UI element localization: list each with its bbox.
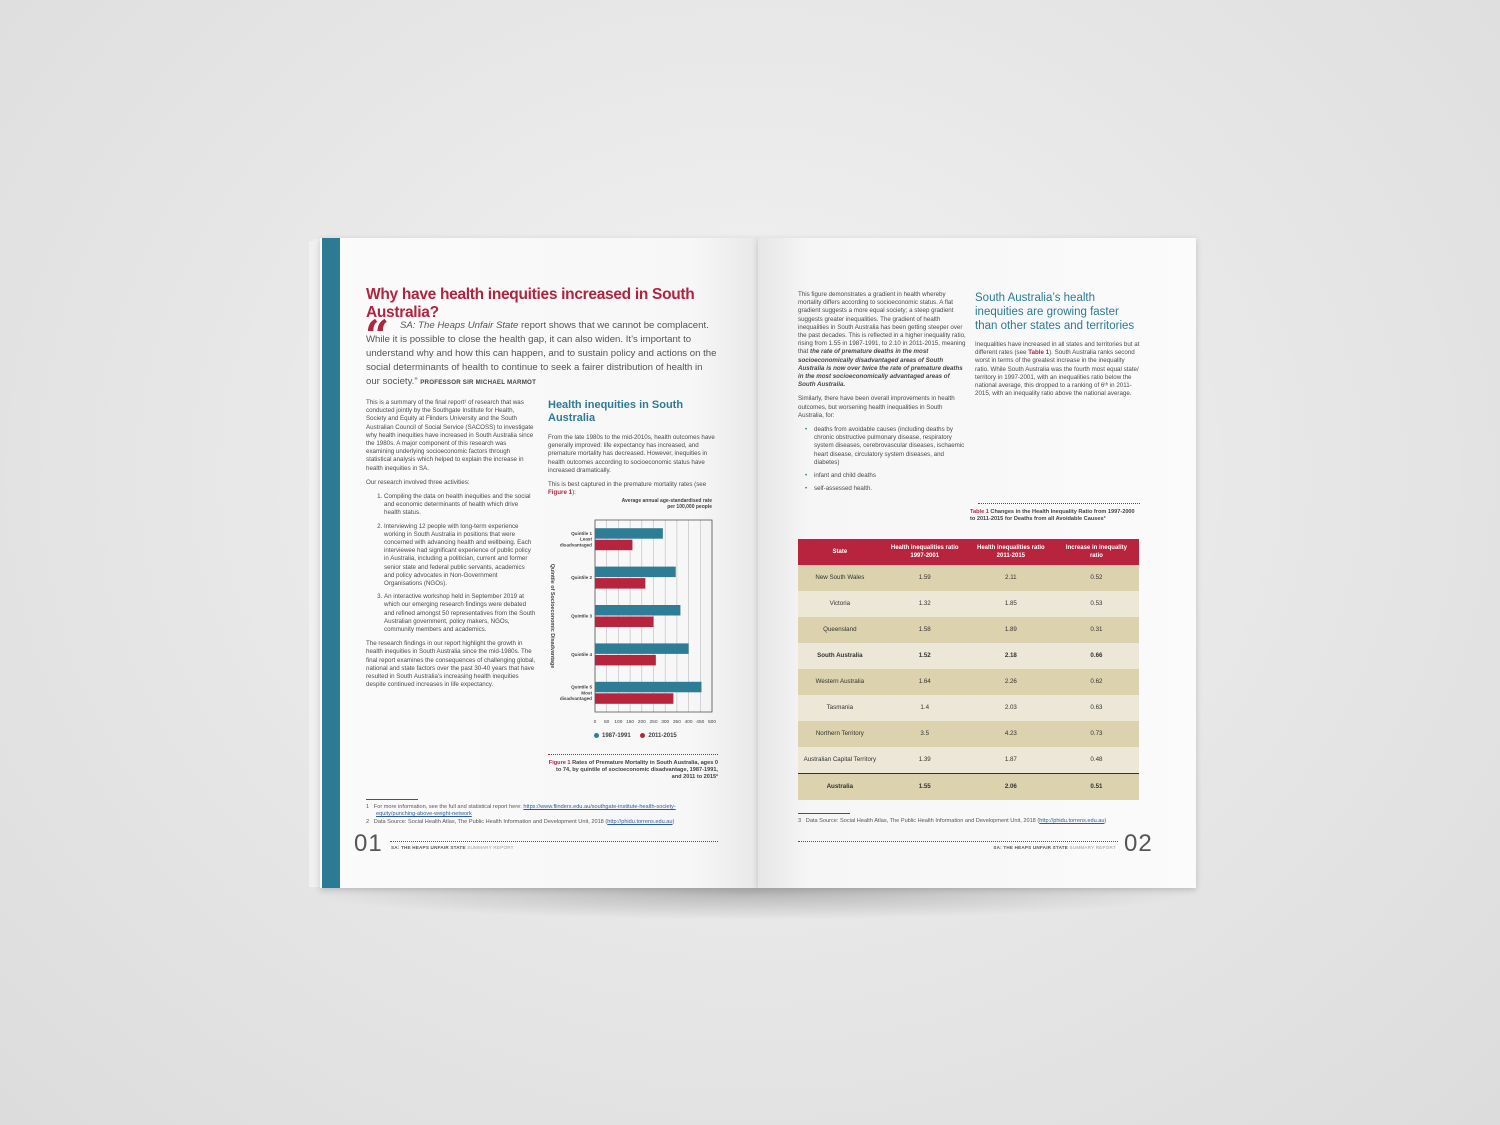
footnote-link[interactable]: https://www.flinders.edu.au/southgate-institute-health-society-equity/punching-above-weight-network [376,804,676,817]
page-title: Why have health inequities increased in South Australia? [366,286,695,321]
runner-title: SA: THE HEAPS UNFAIR STATE [391,845,466,850]
bar-1987-1991-q5 [595,682,701,693]
bar-2011-2015-q5 [595,693,673,704]
value-cell: 0.66 [1054,643,1139,669]
category-label: Quintile 4 [571,651,592,657]
state-cell: Australian Capital Territory [798,747,882,774]
left-column-1 [366,399,536,696]
x-tick-label: 0 [593,720,597,725]
right-column-2 [975,291,1140,404]
page-number-right: 02 [1124,830,1153,857]
footer-rule-left [390,841,718,842]
state-cell: Australia [798,774,882,801]
value-cell: 1.39 [882,747,968,774]
figure-caption-text: Rates of Premature Mortality in South Australia, ages 0 to 74, by quintile of socioeconomic disadvantage, 1987-1991, and 2011 to 2015² [556,760,718,781]
page-number-left: 01 [354,830,383,857]
table-caption-text: Changes in the Health Inequality Ratio from 1997-2000 to 2011-2015 for Deaths from all Avoidable Causes³ [970,509,1135,523]
legend-label-2011: 2011-2015 [648,733,677,740]
footnote-link[interactable]: http://phidu.torrens.edu.au [607,819,673,825]
quote-text: report shows that we cannot be complacent. While it is possible to close the health gap, it can also widen. It’s important to understand why and how this can happen, and to sustain policy and actions on the social determinants of health to continue to seek a fairer distribution of health in our society.” [366,320,717,387]
category-label: Quintile 5 [571,684,592,690]
column-header: Health inequalities ratio 1997-2001 [882,539,968,565]
column-header: State [798,539,882,565]
y-axis-label: Quintile of Socioeconomic Disadvantage [549,563,555,669]
quote-report-title: SA: The Heaps Unfair State [400,320,519,331]
x-tick-label: 50 [604,720,610,725]
runner-subtitle: SUMMARY REPORT [467,845,514,850]
value-cell: 2.11 [968,565,1054,591]
quote-mark-icon: “ [365,311,390,360]
activities-list [366,493,536,634]
activity-item: 1. Compiling the data on health inequities and the social and economic determinants of health which drive health status. [384,493,536,518]
state-cell: South Australia [798,643,882,669]
value-cell: 2.06 [968,774,1054,801]
outcomes-list [798,426,966,493]
x-tick-label: 300 [661,720,670,725]
table-header-row [798,539,1139,565]
figure-divider [548,754,718,755]
bar-1987-1991-q1 [595,528,663,539]
gradient-paragraph [798,291,966,389]
footnote-2 [366,819,716,826]
bar-1987-1991-q4 [595,643,689,654]
footnote-3 [798,818,1148,825]
inequality-table [798,539,1139,800]
table-row [798,617,1139,643]
value-cell: 0.51 [1054,774,1139,801]
outcome-item: • infant and child deaths [814,472,966,480]
premature-mortality-chart [545,512,725,730]
value-cell: 1.4 [882,695,968,721]
footnote-1 [366,804,716,818]
value-cell: 1.89 [968,617,1054,643]
bar-2011-2015-q3 [595,617,654,628]
chart-title: Average annual age-standardised rate per 100,000 people [621,498,712,510]
footnote-link[interactable]: http://phidu.torrens.edu.au [1039,818,1105,824]
x-tick-label: 400 [684,720,693,725]
value-cell: 0.31 [1054,617,1139,643]
table-label: Table 1 [970,509,989,515]
footnote-text: Data Source: Social Health Atlas, The Public Health Information and Development Unit, 2018 ( [373,819,608,825]
column-header: Increase in inequality ratio [1054,539,1139,565]
table-row [798,565,1139,591]
category-label: Quintile 2 [571,575,592,581]
footnote-rule [798,813,850,814]
x-tick-label: 350 [672,720,681,725]
footnote-text: ) [1104,818,1107,824]
value-cell: 2.18 [968,643,1054,669]
intro-paragraph: This is a summary of the final report¹ of research that was conducted jointly by the Southgate Institute for Health, Society and Equity at Flinders University and the South Australian Council of Social Service (SACOSS) to investigate why health inequities have increased in South Australia since the 1980s. A major component of this research was examining underlying socioeconomic factors through statistical analysis which helped to explain the increase in health inequities in SA. [366,399,534,472]
text: This figure demonstrates a gradient in health whereby mortality differs according to socioeconomic status. A flat gradient suggests a more equal society; a steep gradient suggests greater inequalities. The gradient of health inequalities in South Australia has been getting steeper over the past decades. This is reflected in a higher inequality ratio, rising from 1.55 in 1987-1991, to 2.10 in 2011-2015, meaning that [798,291,966,356]
worsening-paragraph: Similarly, there have been overall improvements in health outcomes, but worsening health inequalities in South Australia, for: [798,395,955,419]
outcome-item: • deaths from avoidable causes (including deaths by chronic obstructive pulmonary disease, respiratory system diseases, cerebrovascular diseases, ischaemic heart disease, circulatory system diseases, and diabetes) [814,426,966,467]
figure-reference-paragraph [548,481,720,497]
left-column-2 [548,399,720,503]
inequalities-paragraph [975,341,1140,398]
bar-1987-1991-q2 [595,567,676,578]
bar-2011-2015-q4 [595,655,656,666]
legend-label-1987: 1987-1991 [602,733,631,740]
table-row [798,721,1139,747]
bar-1987-1991-q3 [595,605,680,616]
figure-caption [548,760,718,782]
emphasis-text: the rate of premature deaths in the most socioeconomically disadvantaged areas of South Australia is now over twice the rate of premature deaths in the most socioeconomically advantaged areas of South Australia. [798,348,963,389]
legend-swatch-2011 [640,733,645,738]
x-tick-label: 100 [614,720,623,725]
quote-attribution: PROFESSOR SIR MICHAEL MARMOT [420,379,537,386]
running-footer-left [391,845,514,850]
table-divider [978,503,1140,504]
footnotes [366,804,716,826]
value-cell: 0.63 [1054,695,1139,721]
text: ): [572,489,576,497]
running-footer-right [960,845,1116,850]
value-cell: 0.53 [1054,591,1139,617]
value-cell: 1.58 [882,617,968,643]
pull-quote [365,311,718,390]
health-outcomes-paragraph: From the late 1980s to the mid-2010s, health outcomes have generally improved: life expectancy has increased, and premature mortality has decreased. However, inequities in health outcomes according to socioeconomic status have increased dramatically. [548,434,715,474]
footnote-text: ) [672,819,675,825]
x-tick-label: 200 [637,720,646,725]
table-row [798,643,1139,669]
state-cell: Northern Territory [798,721,882,747]
activities-intro: Our research involved three activities: [366,478,470,486]
value-cell: 0.62 [1054,669,1139,695]
value-cell: 1.85 [968,591,1054,617]
footnote-num: 3 [798,818,802,824]
value-cell: 0.52 [1054,565,1139,591]
footnote-text: For more information, see the full and statistical report here: [373,804,524,810]
column-header: Health inequalities ratio 2011-2015 [968,539,1054,565]
table-row [798,591,1139,617]
value-cell: 1.64 [882,669,968,695]
category-label: Most [581,690,592,696]
text: This is best captured in the premature mortality rates (see [548,481,707,489]
activity-item: 3. An interactive workshop held in September 2019 at which our emerging research findings were debated and refined amongst 50 representatives from the South Australian government, policy makers, NGOs, community members and academics. [384,593,536,634]
activity-item: 2. Interviewing 12 people with long-term experience working in South Australia in positions that were concerned with advancing health and wellbeing. Each interviewee had significant experience of public policy in Australia, including a politician, current and former senior state and federal public servants, academics and policy advocates in Non-Government Organisations (NGOs). [384,523,536,589]
state-cell: Queensland [798,617,882,643]
value-cell: 2.26 [968,669,1054,695]
text: ). South Australia ranks second worst in terms of the greatest increase in the inequality ratio. While South Australia was the fourth most equal state/ territory in 1997-2001, with an inequalities ratio below the national average, this dropped to a ranking of 6ᵗʰ in 2011-2015, with an inequality ratio above the national average. [975,349,1139,398]
legend-swatch-1987 [594,733,599,738]
category-label: Quintile 1 [571,531,592,537]
x-tick-label: 250 [649,720,658,725]
runner-subtitle: SUMMARY REPORT [1069,845,1116,850]
section-heading: Health inequities in South Australia [548,399,684,424]
footnote-rule [366,799,418,800]
table-row [798,669,1139,695]
value-cell: 1.52 [882,643,968,669]
value-cell: 2.03 [968,695,1054,721]
state-cell: New South Wales [798,565,882,591]
value-cell: 1.59 [882,565,968,591]
table-caption [970,509,1140,523]
value-cell: 1.32 [882,591,968,617]
footnote-num: 2 [366,819,370,825]
state-cell: Victoria [798,591,882,617]
value-cell: 0.73 [1054,721,1139,747]
findings-paragraph: The research findings in our report highlight the growth in health inequities in South Australia since the mid-1980s. The final report examines the consequences of challenging global, national and state factors over the past 30-40 years that have resulted in South Australia’s increasing health inequities despite continued increases in life expectancy. [366,640,536,689]
table-row [798,774,1139,801]
footnote-num: 1 [366,804,370,810]
x-tick-label: 150 [626,720,635,725]
section-heading: South Australia’s health inequities are growing faster than other states and territories [975,292,1135,332]
category-label: Quintile 3 [571,613,592,619]
value-cell: 1.55 [882,774,968,801]
chart-legend [594,733,677,739]
table-row [798,747,1139,774]
value-cell: 1.87 [968,747,1054,774]
value-cell: 3.5 [882,721,968,747]
category-label: Least [579,536,592,542]
teal-spine-bar [322,238,340,888]
state-cell: Western Australia [798,669,882,695]
category-label: disadvantaged [559,695,592,701]
footnote-text: Data Source: Social Health Atlas, The Public Health Information and Development Unit, 2018 ( [805,818,1040,824]
category-label: disadvantaged [559,542,592,548]
right-column-1 [798,291,966,498]
bar-2011-2015-q2 [595,578,645,589]
outcome-item: • self-assessed health. [814,485,966,493]
figure-1-link[interactable]: Figure 1 [548,489,573,497]
bar-2011-2015-q1 [595,540,632,551]
state-cell: Tasmania [798,695,882,721]
value-cell: 0.48 [1054,747,1139,774]
text: Inequalities have increased in all states and territories but at different rates (see [975,341,1140,357]
x-tick-label: 450 [696,720,705,725]
inequality-table-wrap [798,539,1139,800]
x-tick-label: 500 [707,720,717,725]
table-row [798,695,1139,721]
table-1-link[interactable]: Table 1 [1028,349,1050,357]
runner-title: SA: THE HEAPS UNFAIR STATE [993,845,1069,850]
value-cell: 4.23 [968,721,1054,747]
footer-rule-right [798,841,1118,842]
figure-label: Figure 1 [548,760,571,766]
